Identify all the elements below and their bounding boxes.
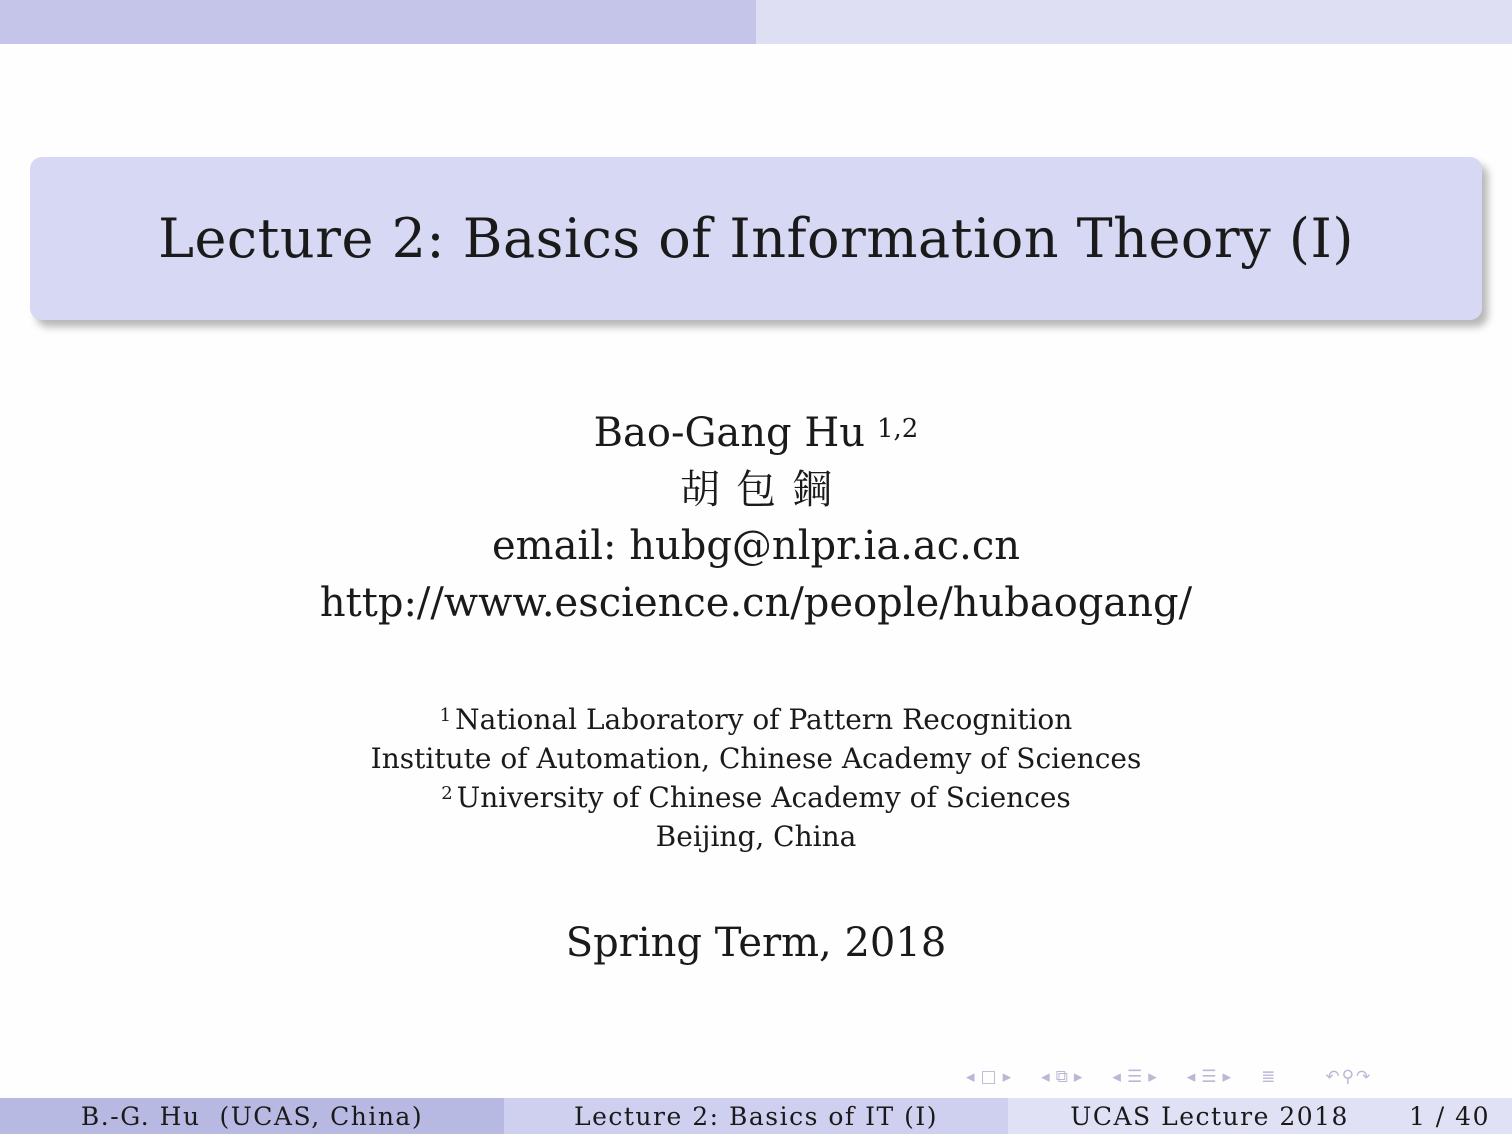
section-prev-icon[interactable]: ◂ — [1112, 1067, 1121, 1087]
subsection-icon[interactable]: ⧉ — [1055, 1067, 1068, 1087]
footer-title — [504, 1098, 1008, 1134]
affiliation-mark: 1 — [439, 705, 452, 726]
affiliation-line — [0, 817, 1512, 856]
affiliation-text: Beijing, China — [655, 820, 857, 853]
author-affiliation-marks: 1,2 — [877, 414, 919, 444]
affiliation-line — [0, 739, 1512, 778]
author-name: Bao-Gang Hu — [593, 410, 865, 456]
author-line — [0, 405, 1512, 461]
frame-icon[interactable]: □ — [980, 1067, 997, 1087]
affiliation-mark: 2 — [441, 783, 453, 804]
subsection-list-prev-icon[interactable]: ◂ — [1186, 1067, 1196, 1087]
headline-bar-left — [0, 0, 756, 44]
footer-page-number: 1 / 40 — [1408, 1101, 1490, 1131]
align-icon[interactable]: ≣ — [1261, 1067, 1276, 1087]
author-chinese-name: 胡包鋼 — [680, 467, 848, 513]
affiliation-text: Institute of Automation, Chinese Academy of Sciences — [370, 742, 1142, 775]
section-next-icon[interactable]: ▸ — [1148, 1067, 1157, 1087]
beamer-navigation — [966, 1064, 1370, 1090]
subsection-next-icon[interactable]: ▸ — [1073, 1067, 1083, 1087]
subsection-list-next-icon[interactable]: ▸ — [1222, 1067, 1232, 1087]
slide-date: Spring Term, 2018 — [565, 920, 947, 966]
subsection-prev-icon[interactable]: ◂ — [1041, 1067, 1050, 1087]
headline-bar — [0, 0, 1512, 44]
back-icon[interactable]: ↶ — [1325, 1067, 1340, 1087]
title-box — [30, 157, 1482, 320]
author-url[interactable]: http://www.escience.cn/people/hubaogang/ — [319, 580, 1193, 626]
section-icon[interactable]: ☰ — [1126, 1067, 1143, 1087]
frame-next-icon[interactable]: ▸ — [1002, 1067, 1012, 1087]
footer-event-text: UCAS Lecture 2018 — [1070, 1101, 1349, 1131]
slide-title: Lecture 2: Basics of Information Theory (I) — [158, 207, 1354, 270]
footer-info — [1008, 1098, 1512, 1134]
footer-author — [0, 1098, 504, 1134]
footer-bar — [0, 1098, 1512, 1134]
footer-title-text: Lecture 2: Basics of IT (I) — [573, 1101, 939, 1131]
affiliation-line — [0, 778, 1512, 817]
footer-author-text: B.-G. Hu (UCAS, China) — [80, 1101, 424, 1131]
author-email: email: hubg@nlpr.ia.ac.cn — [491, 523, 1021, 569]
headline-bar-right — [756, 0, 1512, 44]
subsection-list-icon[interactable]: ☰ — [1201, 1067, 1217, 1087]
affiliation-text: National Laboratory of Pattern Recognition — [455, 703, 1073, 736]
search-icon[interactable]: ⚲ — [1341, 1067, 1355, 1087]
affiliation-line — [0, 700, 1512, 739]
forward-icon[interactable]: ↷ — [1356, 1067, 1371, 1087]
frame-prev-icon[interactable]: ◂ — [966, 1067, 975, 1087]
affiliation-text: University of Chinese Academy of Sciences — [456, 781, 1071, 814]
